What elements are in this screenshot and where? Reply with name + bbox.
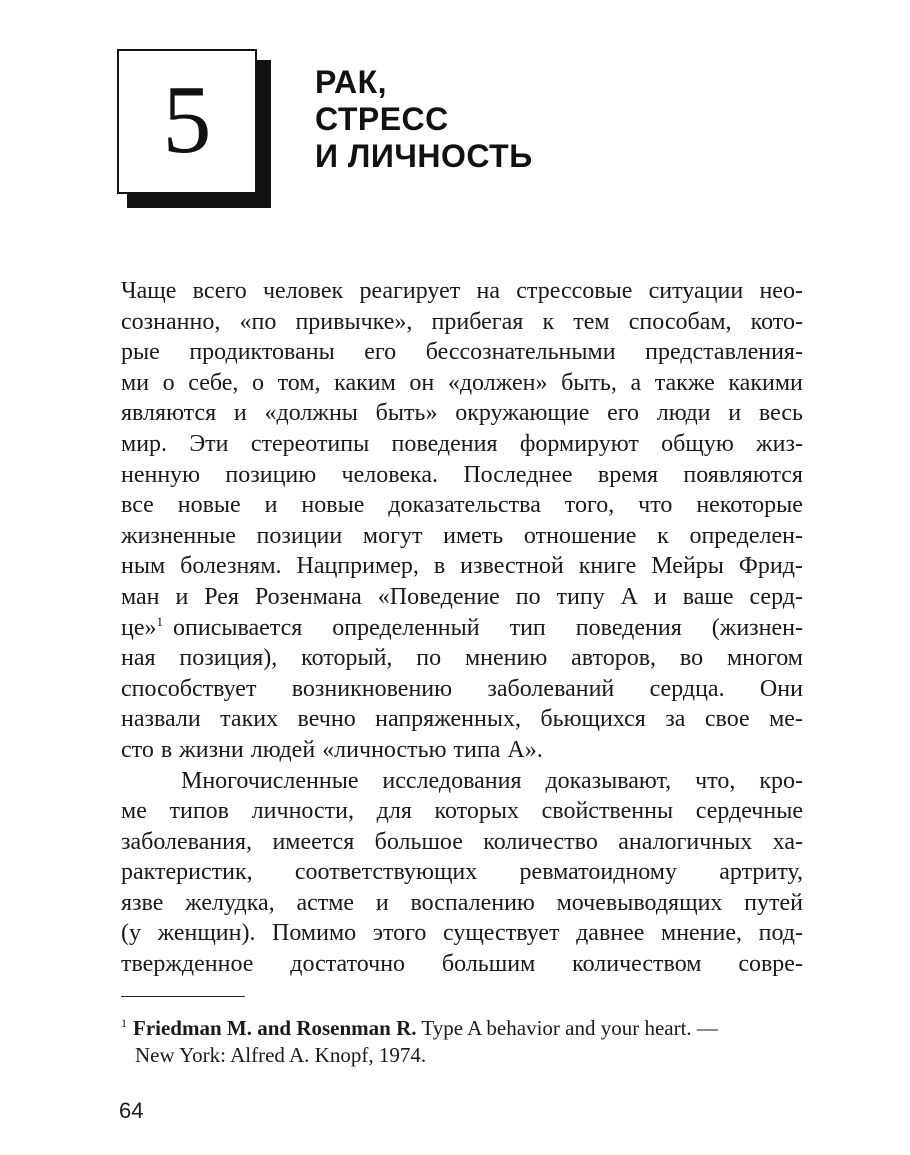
word: мочевыводящих — [556, 889, 723, 916]
word: он — [409, 369, 435, 396]
word: и — [175, 583, 189, 610]
word: для — [376, 798, 412, 825]
word: по — [416, 645, 442, 672]
word: ваше — [682, 583, 734, 610]
word: быть, — [561, 369, 617, 396]
footnote-rule — [121, 996, 245, 997]
word: Чаще — [121, 278, 177, 304]
word: в — [160, 736, 173, 763]
text-line — [121, 674, 803, 705]
word: поведения — [391, 430, 498, 457]
word: представления- — [645, 339, 803, 366]
word: напряженных, — [375, 706, 521, 733]
word: себе, — [188, 369, 239, 396]
word: и — [653, 583, 667, 610]
word: позиции — [256, 522, 343, 549]
text-line — [121, 490, 803, 521]
word: «Поведение — [377, 583, 500, 610]
word: тем — [573, 308, 610, 335]
word: ми — [121, 369, 150, 396]
word: существует — [442, 920, 560, 947]
word: время — [597, 461, 659, 488]
word: вечно — [297, 706, 356, 733]
word: свойственны — [541, 798, 674, 825]
text-line — [121, 643, 803, 674]
word: Эти — [189, 430, 229, 457]
word: его — [607, 400, 640, 427]
word: привычке», — [295, 308, 413, 335]
word: могут — [362, 522, 423, 549]
text-line — [121, 337, 803, 368]
word: доказывают, — [545, 767, 672, 794]
word: количество — [483, 828, 598, 855]
word: ненную — [121, 461, 201, 488]
text-line — [121, 918, 803, 949]
word: о — [252, 369, 265, 396]
word: болезням. — [180, 553, 282, 580]
word: того, — [564, 492, 615, 519]
word: известной — [460, 553, 564, 580]
word: и — [728, 400, 742, 427]
word: большое — [374, 828, 463, 855]
word: (жизнен- — [711, 614, 803, 641]
word: совре- — [738, 951, 803, 978]
word: Последнее — [463, 461, 573, 488]
word: ме- — [769, 706, 803, 733]
word: «личностью — [322, 736, 447, 763]
word: большим — [441, 951, 536, 978]
word: серд- — [749, 583, 803, 610]
word: за — [665, 706, 686, 733]
word: всего — [192, 278, 247, 304]
chapter-title-line: РАК, — [315, 64, 388, 100]
text-line — [121, 368, 803, 399]
word: аналогичных — [618, 828, 753, 855]
text-line — [121, 704, 803, 735]
word: «по — [239, 308, 277, 335]
word: в — [433, 553, 446, 580]
word: личности, — [251, 798, 354, 825]
word: что — [638, 492, 673, 519]
word: путей — [744, 889, 803, 916]
word: определенный — [332, 614, 480, 641]
text-line — [121, 796, 803, 827]
word: на — [476, 278, 500, 304]
word: типу — [556, 583, 605, 610]
word: желудка, — [185, 889, 275, 916]
page-number: 64 — [119, 1098, 144, 1123]
footnote-publisher: New York: Alfred A. Knopf, 1974. — [135, 1043, 427, 1067]
word: о — [162, 369, 175, 396]
word: Мейры — [651, 553, 724, 580]
text-line — [121, 429, 803, 460]
text-line-with-footnote — [121, 613, 803, 644]
word: общую — [661, 430, 734, 457]
text-line — [121, 857, 803, 888]
word: Многочисленные — [181, 767, 359, 794]
word: позиция), — [179, 645, 278, 672]
text-line — [121, 551, 803, 582]
word: иметь — [443, 522, 504, 549]
text-line — [121, 460, 803, 491]
footnote-title: Type A behavior and your heart. — — [421, 1016, 718, 1040]
word: заболевания, — [121, 828, 253, 855]
word: являются — [121, 400, 217, 427]
word: возникновению — [291, 675, 453, 702]
word: и — [264, 492, 278, 519]
word: реагирует — [359, 278, 461, 304]
word: который, — [301, 645, 393, 672]
word: исследования — [382, 767, 522, 794]
word: новые — [177, 492, 241, 519]
word: тип — [509, 614, 546, 641]
word: способам, — [628, 308, 732, 335]
word: что, — [695, 767, 736, 794]
word: некоторые — [696, 492, 803, 519]
word: определен- — [689, 522, 803, 549]
text-line — [121, 888, 803, 919]
word: во — [679, 645, 704, 672]
word: этого — [372, 920, 427, 947]
word: людей — [250, 736, 316, 763]
word: под- — [758, 920, 803, 947]
word: которых — [434, 798, 519, 825]
word: сто — [121, 736, 154, 763]
word: том, — [277, 369, 321, 396]
word: быть» — [375, 400, 438, 427]
word: сердца. — [649, 675, 725, 702]
word: твержденное — [121, 951, 254, 978]
word: формируют — [519, 430, 639, 457]
word: описывается — [173, 614, 303, 641]
word: имеется — [272, 828, 355, 855]
word: назвали — [121, 706, 201, 733]
word: люди — [656, 400, 711, 427]
text-fragment — [173, 613, 803, 644]
word: жизненные — [121, 522, 236, 549]
word: Они — [759, 675, 803, 702]
word: свое — [704, 706, 750, 733]
word: рые — [121, 339, 160, 366]
word: человека. — [341, 461, 439, 488]
word: ная — [121, 645, 156, 672]
word: авторов, — [571, 645, 657, 672]
word: женщин). — [157, 920, 256, 947]
word: соответствующих — [294, 859, 478, 886]
text-line — [121, 307, 803, 338]
word: типов — [169, 798, 230, 825]
word: также — [654, 369, 715, 396]
word: весь — [758, 400, 803, 427]
word: мир. — [121, 430, 168, 457]
body-text — [121, 276, 803, 980]
word: какими — [728, 369, 803, 396]
word: мнению — [464, 645, 548, 672]
word: каким — [334, 369, 396, 396]
word: сознанно, — [121, 308, 221, 335]
word: ха- — [772, 828, 803, 855]
text-line — [121, 766, 803, 797]
word: продиктованы — [189, 339, 335, 366]
word: кото- — [750, 308, 803, 335]
word: Нацпример, — [296, 553, 419, 580]
word: бьющихся — [540, 706, 646, 733]
word: Розенмана — [254, 583, 362, 610]
word: А». — [507, 736, 543, 763]
word: его — [364, 339, 397, 366]
word: ситуации — [648, 278, 744, 304]
text-line — [121, 582, 803, 613]
word: отношение — [523, 522, 637, 549]
word: Рея — [204, 583, 239, 610]
chapter-title — [315, 64, 533, 175]
word: жизни — [179, 736, 244, 763]
word: заболеваний — [487, 675, 615, 702]
word: астме — [296, 889, 355, 916]
chapter-number-box — [117, 49, 257, 194]
word: ревматоидному — [519, 859, 677, 886]
word: ным — [121, 553, 166, 580]
text-line — [121, 521, 803, 552]
footnote-authors: Friedman M. and Rosenman R. — [133, 1016, 417, 1040]
word: рактеристик, — [121, 859, 253, 886]
word: способствует — [121, 675, 257, 702]
word: давнее — [576, 920, 645, 947]
word: «должны — [264, 400, 358, 427]
word: позицию — [225, 461, 317, 488]
word: количеством — [572, 951, 702, 978]
word: нео- — [759, 278, 803, 304]
word: воспалению — [410, 889, 535, 916]
word: жиз- — [756, 430, 803, 457]
word: язве — [121, 889, 164, 916]
word: книге — [578, 553, 637, 580]
word: таких — [220, 706, 279, 733]
word: кро- — [759, 767, 803, 794]
word: к — [657, 522, 669, 549]
word: поведения — [575, 614, 682, 641]
word: доказательства — [388, 492, 541, 519]
text-line — [121, 398, 803, 429]
footnote — [121, 1010, 811, 1069]
chapter-title-line: И ЛИЧНОСТЬ — [315, 138, 533, 174]
word: ме — [121, 798, 147, 825]
word: артриту, — [719, 859, 803, 886]
footnote-reference: 1 — [156, 613, 163, 629]
text-line — [121, 949, 803, 980]
word: и — [233, 400, 247, 427]
word: и — [375, 889, 389, 916]
word: стрессовые — [516, 278, 633, 304]
word: Фрид- — [738, 553, 803, 580]
text-line — [121, 827, 803, 858]
word: а — [630, 369, 642, 396]
word: (у — [121, 920, 141, 947]
word: по — [515, 583, 541, 610]
footnote-line — [121, 1010, 811, 1042]
word: достаточно — [290, 951, 406, 978]
word: человек — [262, 278, 344, 304]
text-fragment: це»$^1$ — [121, 613, 163, 641]
word: новые — [301, 492, 365, 519]
word: к — [542, 308, 555, 335]
word: мнение, — [661, 920, 743, 947]
word: типа — [453, 736, 501, 763]
text-line — [121, 735, 803, 766]
footnote-marker: 1 — [121, 1016, 127, 1030]
word: все — [121, 492, 154, 519]
word: бессознательными — [425, 339, 616, 366]
word: многом — [726, 645, 803, 672]
word: окружающие — [455, 400, 590, 427]
word: «должен» — [447, 369, 548, 396]
text-line — [121, 276, 803, 307]
word: ман — [121, 583, 160, 610]
chapter-number: 5 — [162, 65, 212, 174]
chapter-title-line: СТРЕСС — [315, 101, 449, 137]
word: прибегая — [431, 308, 524, 335]
word: появляются — [683, 461, 803, 488]
word: А — [620, 583, 639, 610]
word: сердечные — [695, 798, 803, 825]
word: Помимо — [272, 920, 357, 947]
word: стереотипы — [250, 430, 370, 457]
